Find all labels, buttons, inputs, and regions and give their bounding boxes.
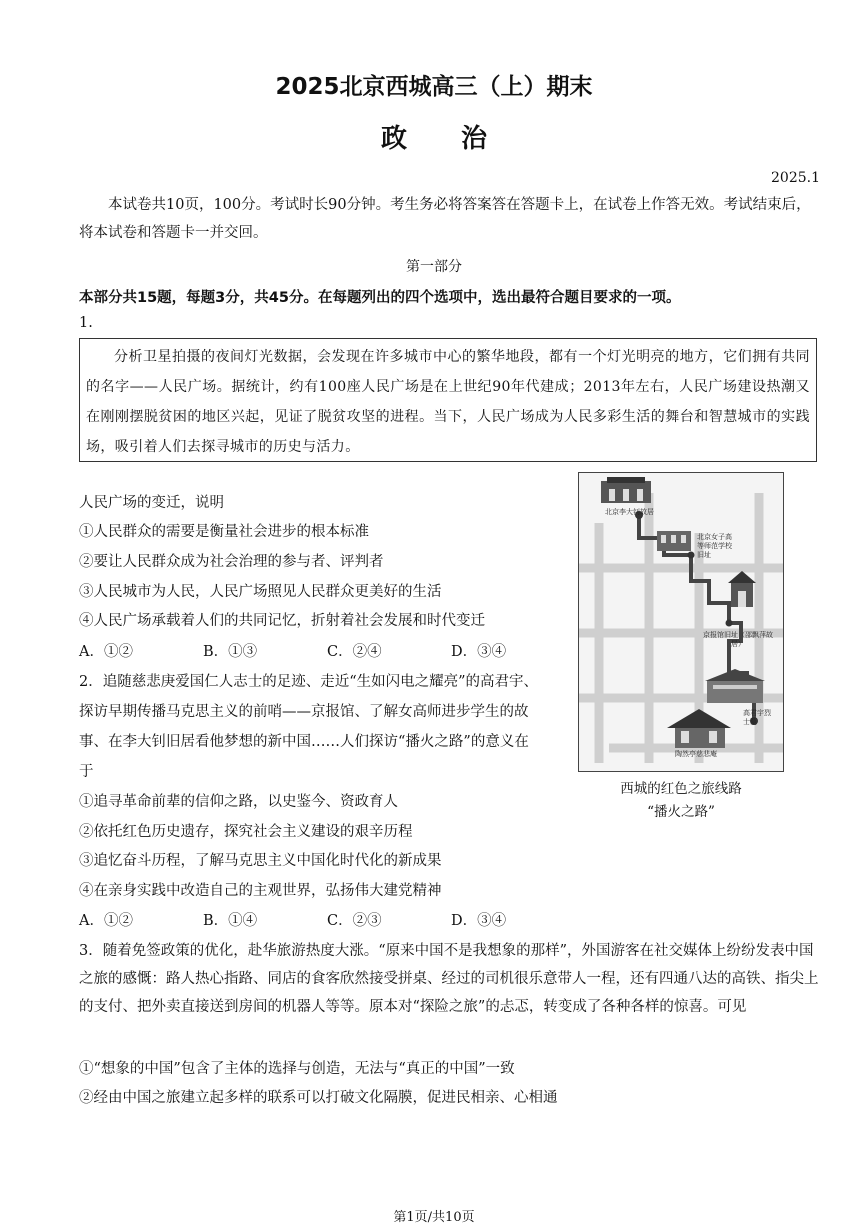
question-1-options	[79, 640, 575, 661]
question-1-item: ①人民群众的需要是衡量社会进步的根本标准	[79, 524, 369, 540]
question-1-number: 1.	[79, 315, 93, 331]
map-caption-line1: 西城的红色之旅线路	[620, 781, 742, 797]
map-label: 北京李大钊故居	[605, 508, 654, 516]
map-caption-line2: “播火之路”	[647, 804, 715, 820]
question-2-item: ①追寻革命前辈的信仰之路，以史鉴今、资政育人	[79, 794, 398, 810]
question-1-material: 分析卫星拍摄的夜间灯光数据，会发现在许多城市中心的繁华地段，都有一个灯光明亮的地方，它们拥有共同的名字——人民广场。据统计，约有100座人民广场是在上世纪90年代建成；2013年左右，人民广场建设热潮又在刚刚摆脱贫困的地区兴起，见证了脱贫攻坚的进程。当下，人民广场成为人民多彩生活的舞台和智慧城市的实践场，吸引着人们去探寻城市的历史与活力。	[86, 349, 810, 455]
site-icon-normal-school	[657, 531, 691, 551]
option-c[interactable]: C．②③	[327, 913, 382, 929]
red-tour-route-map	[578, 472, 784, 772]
question-1-item: ③人民城市为人民，人民广场照见人民群众更美好的生活	[79, 584, 442, 600]
option-b[interactable]: B．①④	[203, 913, 258, 929]
question-1-item: ④人民广场承载着人们的共同记忆，折射着社会发展和时代变迁	[79, 613, 485, 629]
question-1-material-box	[79, 338, 817, 462]
question-3-item: ①“想象的中国”包含了主体的选择与创造，无法与“真正的中国”一致	[79, 1061, 515, 1077]
question-1-stem: 人民广场的变迁，说明	[79, 495, 224, 511]
part-directions: 本部分共15题，每题3分，共45分。在每题列出的四个选项中，选出最符合题目要求的一项。	[79, 290, 681, 306]
exam-instructions: 本试卷共10页，100分。考试时长90分钟。考生务必将答案答在答题卡上，在试卷上作答无效。考试结束后，将本试卷和答题卡一并交回。	[79, 197, 811, 241]
question-2-stem-line: 事、在李大钊旧居看他梦想的新中国……人们探访“播火之路”的意义在	[79, 734, 529, 750]
question-2-item: ③追忆奋斗历程，了解马克思主义中国化时代化的新成果	[79, 853, 442, 869]
question-2-stem-line: 于	[79, 764, 94, 780]
page-footer: 第1页/共10页	[393, 1210, 475, 1225]
option-b[interactable]: B．①③	[203, 644, 258, 660]
question-2-options	[79, 909, 575, 930]
question-2-item: ④在亲身实践中改造自己的主观世界，弘扬伟大建党精神	[79, 883, 442, 899]
map-label: 陶然亭慈悲庵	[675, 750, 717, 758]
question-2-stem-line: 2．追随慈悲庚爱国仁人志士的足迹、走近“生如闪电之耀亮”的高君宇、	[79, 674, 539, 690]
option-c[interactable]: C．②④	[327, 644, 382, 660]
option-a[interactable]: A．①②	[79, 913, 133, 929]
map-label: 北京女子高等师范学校旧址	[697, 533, 732, 559]
part-heading: 第一部分	[406, 259, 462, 275]
exam-date: 2025.1	[771, 170, 820, 186]
question-3-stem: 3．随着免签政策的优化，赴华旅游热度大涨。“原来中国不是我想象的那样”，外国游客在社交媒体上纷纷发表中国之旅的感慨：路人热心指路、同店的食客欣然接受拼桌、经过的司机很乐意带人一程，还有四通八达的高铁、指尖上的支付、把外卖直接送到房间的机器人等等。原本对“探险之旅”的忐忑，转变成了各种各样的惊喜。可见	[79, 943, 819, 1015]
page-title: 2025北京西城高三（上）期末	[275, 74, 593, 100]
option-d[interactable]: D．③④	[451, 913, 507, 929]
map-label: 京报馆旧址（邵飘萍故居）	[703, 631, 773, 648]
subject-title: 政治	[380, 124, 541, 154]
site-icon-taoranting	[667, 709, 731, 748]
option-a[interactable]: A．①②	[79, 644, 133, 660]
map-label: 高君宇烈士墓	[743, 709, 771, 726]
site-icon-li-dazhao	[601, 477, 651, 503]
question-2-item: ②依托红色历史遗存，探究社会主义建设的艰辛历程	[79, 824, 413, 840]
question-3-item: ②经由中国之旅建立起多样的联系可以打破文化隔膜，促进民相亲、心相通	[79, 1090, 558, 1106]
option-d[interactable]: D．③④	[451, 644, 507, 660]
question-1-item: ②要让人民群众成为社会治理的参与者、评判者	[79, 554, 384, 570]
site-icon-jingbao	[728, 571, 756, 607]
question-2-stem-line: 探访早期传播马克思主义的前哨——京报馆、了解女高师进步学生的故	[79, 704, 529, 720]
